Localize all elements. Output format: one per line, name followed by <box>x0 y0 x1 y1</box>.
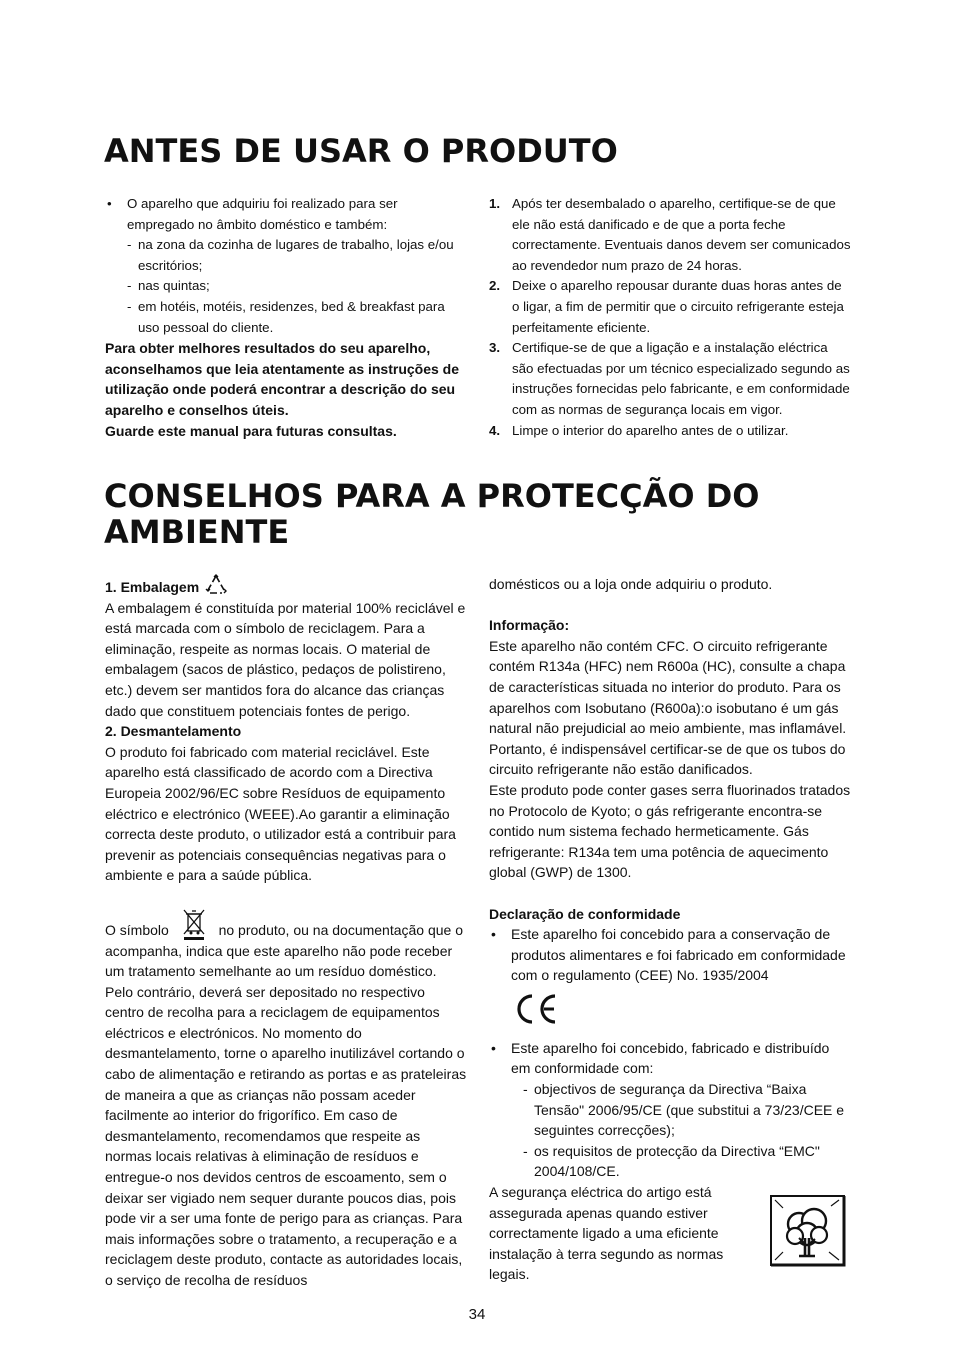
list-item: - os requisitos de protecção da Directiva “EMC" 2004/108/CE. <box>501 1141 851 1182</box>
ce-mark <box>489 986 851 1038</box>
list-item: - na zona da cozinha de lugares de trabalho, lojas e/ou escritórios; <box>105 235 465 276</box>
page-number: 34 <box>468 1306 486 1323</box>
usage-sublist <box>105 235 465 338</box>
section1-right-column <box>489 194 851 441</box>
continuation-text: domésticos ou a loja onde adquiriu o produto. <box>489 576 773 592</box>
weee-text: O símbolo no produto, ou na documentação que o acompanha, indica que este aparelho não pode receber um tratamento semelhante ao um resíduo doméstico. Pelo contrário, deverá ser depositado no respectivo centro de recolha para a reciclagem de equipamentos eléctricos e electrónicos. No momento do desmantelamento, torne o aparelho inutilizável cortando o cabo de alimentação e retirando as portas e as prateleiras de maneira a que as crianças não possam aceder facilmente ao interior do frigorífico. Em caso de desmantelamento, recomendamos que respeite as normas locais relativas à eliminação de resíduos e entregue-o nos devidos centros de escoamento, sem o deixar ser vigiado nem sequer durante poucos dias, pois pode vir a ser uma fonte de perigo para as crianças. Para mais informações sobre o tratamento, a recuperação e a reciclagem deste produto, contacte as autoridades locais, o serviço de recolha de resíduos <box>105 907 467 1291</box>
recycle-icon <box>203 574 229 596</box>
keep-manual-text: Guarde este manual para futuras consultas. <box>105 422 397 439</box>
list-item: - em hotéis, motéis, residenzes, bed & breakfast para uso pessoal do cliente. <box>105 297 465 338</box>
packaging-text: A embalagem é constituída por material 100% reciclável e está marcada com o símbolo de reciclagem. Para a eliminação, respeite as normas locais. O material de embalagem (sacos de plástico, pedaços de polistireno, etc.) devem ser mantidos fora do alcance das crianças dado que constituem potenciais fontes de perigo. <box>105 599 466 719</box>
conformity-list-2 <box>489 1038 851 1182</box>
section2-right-column <box>489 574 851 1285</box>
section2-left-column <box>105 574 467 1291</box>
usage-list <box>105 194 465 338</box>
disposal-heading: 2. Desmantelamento <box>105 723 242 740</box>
safety-text: A segurança eléctrica do artigo está assegurada apenas quando estiver correctamente ligado a uma eficiente instalação à terra segundo as normas legais. <box>489 1184 724 1283</box>
directive-sublist <box>501 1079 851 1182</box>
list-item: - objectivos de segurança da Directiva “Baixa Tensão" 2006/95/CE (que substitui a 73/23/CEE e seguintes correcções); <box>501 1079 851 1141</box>
ce-mark-icon <box>513 992 559 1026</box>
list-item: • Este aparelho foi concebido para a conservação de produtos alimentares e foi fabricado em conformidade com o regulamento (CEE) No. 1935/2004 <box>489 924 851 986</box>
section-title-ambiente: CONSELHOS PARA A PROTECÇÃO DO AMBIENTE <box>104 477 760 551</box>
info-text: Este aparelho não contém CFC. O circuito refrigerante contém R134a (HFC) nem R600a (HC), consulte a chapa de características situada no interior do produto. Para os aparelhos com Isobutano (R600a):o isobutano é um gás natural não prejudicial ao meio ambiente, mas inflamável. Portanto, é indispensável certificar-se de que os tubos do circuito refrigerante não estão danificados. <box>489 637 847 778</box>
section1-left-column <box>105 194 465 441</box>
gas-text: Este produto pode conter gases serra fluorinados tratados no Protocolo de Kyoto; o gás refrigerante encontra-se contido num sistema fechado hermeticamente. Gás refrigerante: R134a tem uma potência de aquecimento global (GWP) de 1300. <box>489 781 851 881</box>
steps-list <box>489 194 851 441</box>
closing-block <box>489 1182 851 1285</box>
list-item: 3. Certifique-se de que a ligação e a instalação eléctrica são efectuadas por um técnico especializado segundo as instruções fornecidas pelo fabricante, e em conformidade com as normas de segurança locais em vigor. <box>489 340 850 417</box>
tree-environment-icon <box>769 1194 847 1268</box>
list-item: 4. Limpe o interior do aparelho antes de o utilizar. <box>489 422 789 438</box>
info-heading: Informação: <box>489 617 570 634</box>
disposal-text: O produto foi fabricado com material reciclável. Este aparelho está classificado de acordo com a Directiva Europeia 2002/96/EC sobre Resíduos de equipamento eléctrico e electrónico (WEEE).Ao garantir a eliminação correcta deste produto, o utilizador está a contribuir para prevenir as potenciais consequências negativas para o ambiente e para a saúde pública. <box>105 743 456 884</box>
list-item: • Este aparelho foi concebido, fabricado e distribuído em conformidade com: - objectivos de segurança da Directiva “Baixa Tensão" 2006/95/CE (que substitui a 73/23/CEE e seguintes correcções); - os requisitos de protecção da Directiva “EMC" 2004/108/CE. <box>489 1038 851 1182</box>
crossed-bin-icon <box>179 907 209 941</box>
list-item: • O aparelho que adquiriu foi realizado para ser empregado no âmbito doméstico e também: - na zona da cozinha de lugares de trabalho, lojas e/ou escritórios; - nas quintas; - em hotéis, motéis, residenzes, bed & breakfast para uso pessoal do cliente. <box>105 194 465 338</box>
conformity-list <box>489 924 851 986</box>
list-item: 1. Após ter desembalado o aparelho, certifique-se de que ele não está danificado e de que a porta feche correctamente. Eventuais danos devem ser comunicados ao revendedor num prazo de 24 horas. <box>489 196 851 273</box>
section-title-antes: ANTES DE USAR O PRODUTO <box>104 132 618 170</box>
advice-text: Para obter melhores resultados do seu aparelho, aconselhamos que leia atentamente as instruções de utilização onde poderá encontrar a descrição do seu aparelho e conselhos úteis. <box>105 340 460 418</box>
list-item: 2. Deixe o aparelho repousar durante duas horas antes de o ligar, a fim de permitir que o circuito refrigerante esteja perfeitamente eficiente. <box>489 278 844 335</box>
list-item: - nas quintas; <box>105 276 465 297</box>
conformity-heading: Declaração de conformidade <box>489 905 681 922</box>
packaging-heading: 1. Embalagem <box>105 574 467 598</box>
